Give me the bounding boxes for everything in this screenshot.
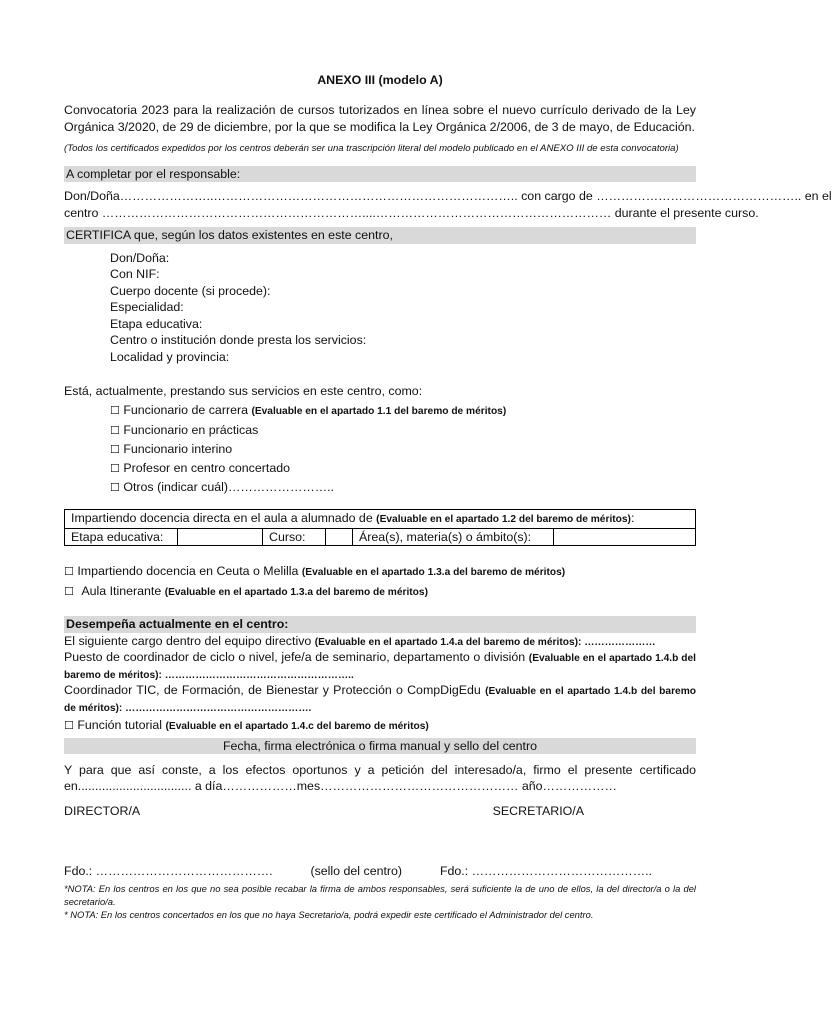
firma-header: Fecha, firma electrónica o firma manual y sello del centro xyxy=(64,738,696,754)
field-nif: Con NIF: xyxy=(110,267,160,282)
checkbox-icon[interactable]: ☐ xyxy=(64,719,74,733)
option-aula-itinerante[interactable] xyxy=(64,582,696,602)
cargo-note: (Evaluable en el apartado 1.4.a del baremo de méritos): ………………… xyxy=(314,636,656,648)
option-label: Funcionario en prácticas xyxy=(123,423,259,438)
footnote-2: * NOTA: En los centros concertados en los que no haya Secretario/a, podrá expedir este certificado el Administrador del centro. xyxy=(64,908,594,920)
field-centro: Centro o institución donde presta los servicios: xyxy=(110,333,367,348)
option-note: (Evaluable en el apartado 1.3.a del baremo de méritos) xyxy=(164,587,428,599)
option-ceuta-melilla[interactable] xyxy=(64,562,696,582)
docencia-row-fields xyxy=(65,529,696,546)
field-especialidad: Especialidad: xyxy=(110,300,184,315)
responsable-header: A completar por el responsable: xyxy=(64,166,696,182)
intro-note: (Todos los certificados expedidos por los centros deberán ser una trascripción literal del modelo publicado en el ANEXO III de esta convocatoria) xyxy=(64,143,679,155)
fdo-director: Fdo.: ……………………………………. xyxy=(64,864,273,879)
checkbox-icon[interactable]: ☐ xyxy=(64,565,74,579)
field-etapa: Etapa educativa: xyxy=(110,316,203,331)
option-funcionario-carrera[interactable] xyxy=(110,401,696,421)
field-cuerpo: Cuerpo docente (si procede): xyxy=(110,283,271,298)
option-profesor-concertado[interactable] xyxy=(110,459,696,478)
puesto-text: Puesto de coordinador de ciclo o nivel, jefe/a de seminario, departamento o división xyxy=(64,650,526,665)
option-note: (Evaluable en el apartado 1.1 del baremo de méritos) xyxy=(251,406,507,418)
option-label: Profesor en centro concertado xyxy=(123,461,291,476)
option-note: (Evaluable en el apartado 1.4.c del baremo de méritos) xyxy=(165,721,429,733)
checkbox-icon[interactable]: ☐ xyxy=(64,585,74,599)
option-label: Funcionario de carrera xyxy=(123,403,248,418)
checkbox-icon[interactable]: ☐ xyxy=(110,443,120,457)
servicios-options xyxy=(64,401,696,497)
curso-label-cell: Curso: xyxy=(263,529,326,546)
checkbox-icon[interactable]: ☐ xyxy=(110,481,120,495)
cargo-directivo xyxy=(64,633,696,649)
field-nombre: Don/Doña: xyxy=(110,250,170,265)
signature-titles xyxy=(64,803,696,819)
option-label: Otros (indicar cuál)…………………….. xyxy=(123,480,334,495)
certifica-fields xyxy=(64,250,696,366)
docencia-colon: : xyxy=(630,511,635,526)
footnote-1: *NOTA: En los centros en los que no sea posible recabar la firma de ambos responsables, será suficiente la de uno de ellos, la del director/a o la del secretario/a. xyxy=(64,883,696,908)
option-funcion-tutorial[interactable] xyxy=(64,717,696,734)
secretario-label: SECRETARIO/A xyxy=(492,803,584,818)
docencia-table xyxy=(64,509,696,546)
fdo-secretario: Fdo.: …………………………………….. xyxy=(439,864,652,879)
signature-lines xyxy=(64,863,696,879)
option-label: Función tutorial xyxy=(77,718,163,733)
option-otros[interactable] xyxy=(110,478,696,497)
certifica-header: CERTIFICA que, según los datos existentes en este centro, xyxy=(64,227,696,243)
area-value-cell[interactable] xyxy=(554,529,696,546)
checkbox-icon[interactable]: ☐ xyxy=(110,404,120,418)
coordinador-tic xyxy=(64,682,696,715)
option-funcionario-interino[interactable] xyxy=(110,440,696,459)
field-localidad: Localidad y provincia: xyxy=(110,349,230,364)
puesto-coordinador xyxy=(64,649,696,682)
option-label: Impartiendo docencia en Ceuta o Melilla xyxy=(77,564,299,579)
docencia-header-cell xyxy=(65,510,696,529)
etapa-label-cell: Etapa educativa: xyxy=(65,529,178,546)
firma-text: Y para que así conste, a los efectos oportunos y a petición del interesado/a, firmo el presente certificado en................................. a día………………mes………………………………………… año……………… xyxy=(64,762,696,794)
sello-centro: (sello del centro) xyxy=(310,864,403,879)
area-label-cell: Área(s), materia(s) o ámbito(s): xyxy=(353,529,554,546)
servicios-intro: Está, actualmente, prestando sus servicios en este centro, como: xyxy=(64,384,423,399)
option-label: Aula Itinerante xyxy=(81,584,162,599)
desempena-header: Desempeña actualmente en el centro: xyxy=(64,616,696,632)
responsable-line-1: Don/Doña…………………..……………………………………………………………….. con cargo de ………………………………………….. en el xyxy=(64,189,832,204)
curso-value-cell[interactable] xyxy=(326,529,353,546)
docencia-note: (Evaluable en el apartado 1.2 del baremo de méritos) xyxy=(376,514,631,526)
etapa-value-cell[interactable] xyxy=(178,529,263,546)
cargo-text: El siguiente cargo dentro del equipo directivo xyxy=(64,633,312,648)
director-label: DIRECTOR/A xyxy=(64,803,141,818)
intro-paragraph: Convocatoria 2023 para la realización de cursos tutorizados en línea sobre el nuevo currículo derivado de la Ley Orgánica 3/2020, de 29 de diciembre, por la que se modifica la Ley Orgánica 2/2006, de 3 de mayo, de Educación. xyxy=(64,103,696,134)
checkbox-icon[interactable]: ☐ xyxy=(110,424,120,438)
extra-options xyxy=(64,562,696,602)
option-note: (Evaluable en el apartado 1.3.a del baremo de méritos) xyxy=(301,567,566,579)
option-label: Funcionario interino xyxy=(123,442,233,457)
checkbox-icon[interactable]: ☐ xyxy=(110,462,120,476)
docencia-text: Impartiendo docencia directa en el aula a alumnado de xyxy=(71,511,373,526)
coord-note: (Evaluable en el apartado 1.4.b del baremo de méritos): ………………………………………………. xyxy=(64,686,696,714)
option-funcionario-practicas[interactable] xyxy=(110,421,696,440)
puesto-note: (Evaluable en el apartado 1.4.b del baremo de méritos): ……………………………………………….. xyxy=(64,653,696,681)
coord-text: Coordinador TIC, de Formación, de Bienestar y Protección o CompDigEdu xyxy=(64,683,481,698)
responsable-line-2: centro ………………………………………………………....………………………………………………… durante el presente curso. xyxy=(64,205,759,220)
document-title: ANEXO III (modelo A) xyxy=(317,73,443,87)
docencia-row-header xyxy=(65,510,696,529)
